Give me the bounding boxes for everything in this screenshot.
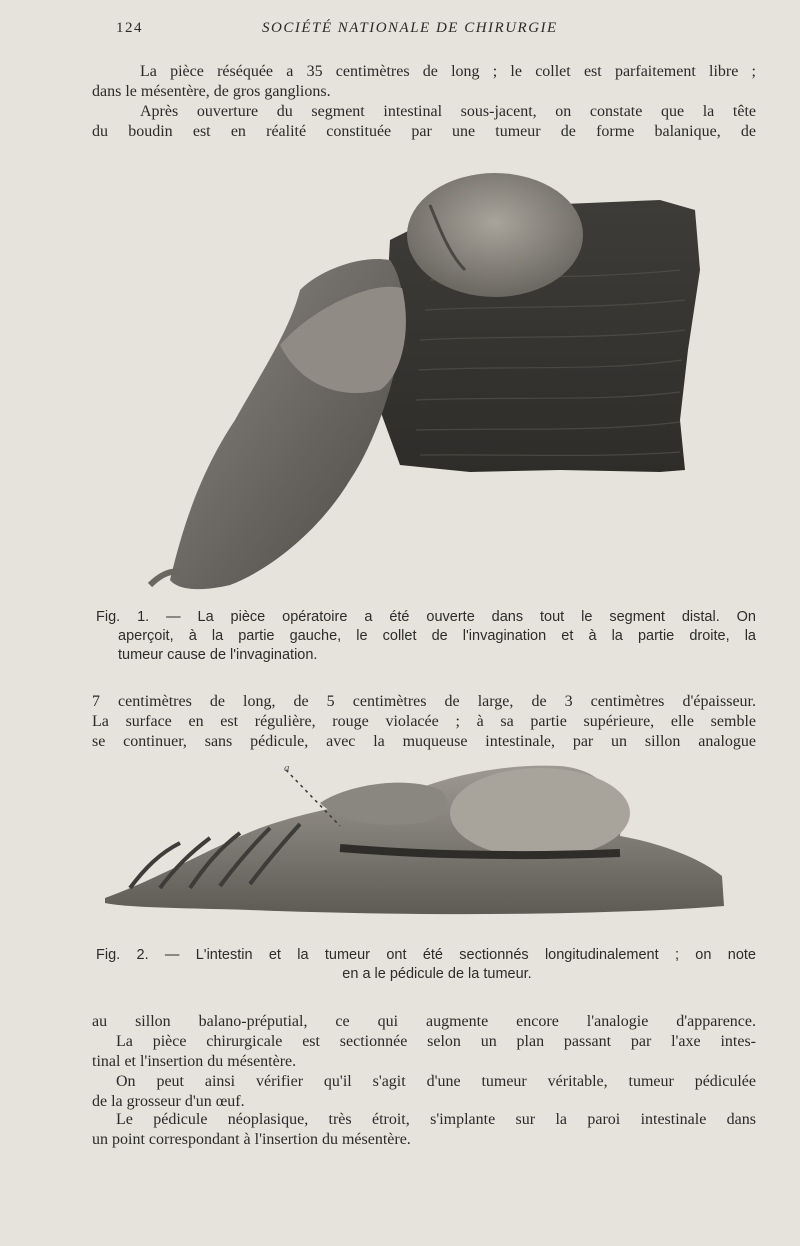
text-line: Le pédicule néoplasique, très étroit, s'implante sur la paroi intestinale dans	[116, 1111, 756, 1128]
figure-1-photo	[140, 160, 710, 600]
figure-1-caption	[96, 608, 756, 665]
text-line: tinal et l'insertion du mésentère.	[92, 1053, 297, 1070]
paragraph-5	[92, 1032, 756, 1072]
text-line: se continuer, sans pédicule, avec la muqueuse intestinale, par un sillon analogue	[92, 733, 756, 750]
tumour-section-shape	[450, 768, 630, 858]
text-line: La pièce chirurgicale est sectionnée selon un plan passant par l'axe intes-	[116, 1033, 756, 1050]
text-line: On peut ainsi vérifier qu'il s'agit d'une tumeur véritable, tumeur pédiculée	[116, 1073, 756, 1090]
text-line: de la grosseur d'un œuf.	[92, 1093, 245, 1110]
paragraph-1	[92, 62, 756, 102]
tumour-head-shape	[407, 173, 583, 297]
caption-line: Fig. 1. — La pièce opératoire a été ouverte dans tout le segment distal. On	[96, 609, 756, 625]
paragraph-2	[92, 102, 756, 142]
text-line: dans le mésentère, de gros ganglions.	[92, 83, 331, 100]
page-number: 124	[116, 20, 143, 36]
paragraph-7	[92, 1110, 756, 1150]
paragraph-3	[92, 692, 756, 752]
text-line: au sillon balano-préputial, ce qui augmente encore l'analogie d'apparence.	[92, 1013, 756, 1030]
figure-2-photo	[100, 758, 730, 920]
figure-2-caption	[96, 946, 756, 984]
caption-line: tumeur cause de l'invagination.	[118, 647, 318, 663]
text-line: Après ouverture du segment intestinal sous-jacent, on constate que la tête	[140, 103, 756, 120]
paragraph-4	[92, 1012, 756, 1032]
text-line: du boudin est en réalité constituée par une tumeur de forme balanique, de	[92, 123, 756, 140]
text-line: La surface en est régulière, rouge violacée ; à sa partie supérieure, elle semble	[92, 713, 756, 730]
caption-line: aperçoit, à la partie gauche, le collet de l'invagination et à la partie droite, la	[118, 628, 756, 644]
caption-line: en a le pédicule de la tumeur.	[342, 966, 532, 982]
text-line: La pièce réséquée a 35 centimètres de long ; le collet est parfaitement libre ;	[140, 63, 756, 80]
running-title: SOCIÉTÉ NATIONALE DE CHIRURGIE	[262, 20, 558, 36]
text-line: un point correspondant à l'insertion du mésentère.	[92, 1131, 411, 1148]
text-line: 7 centimètres de long, de 5 centimètres de large, de 3 centimètres d'épaisseur.	[92, 693, 756, 710]
caption-line: Fig. 2. — L'intestin et la tumeur ont été sectionnés longitudinalement ; on note	[96, 947, 756, 963]
figure-2-label-a: a	[284, 762, 290, 774]
paragraph-6	[92, 1072, 756, 1112]
